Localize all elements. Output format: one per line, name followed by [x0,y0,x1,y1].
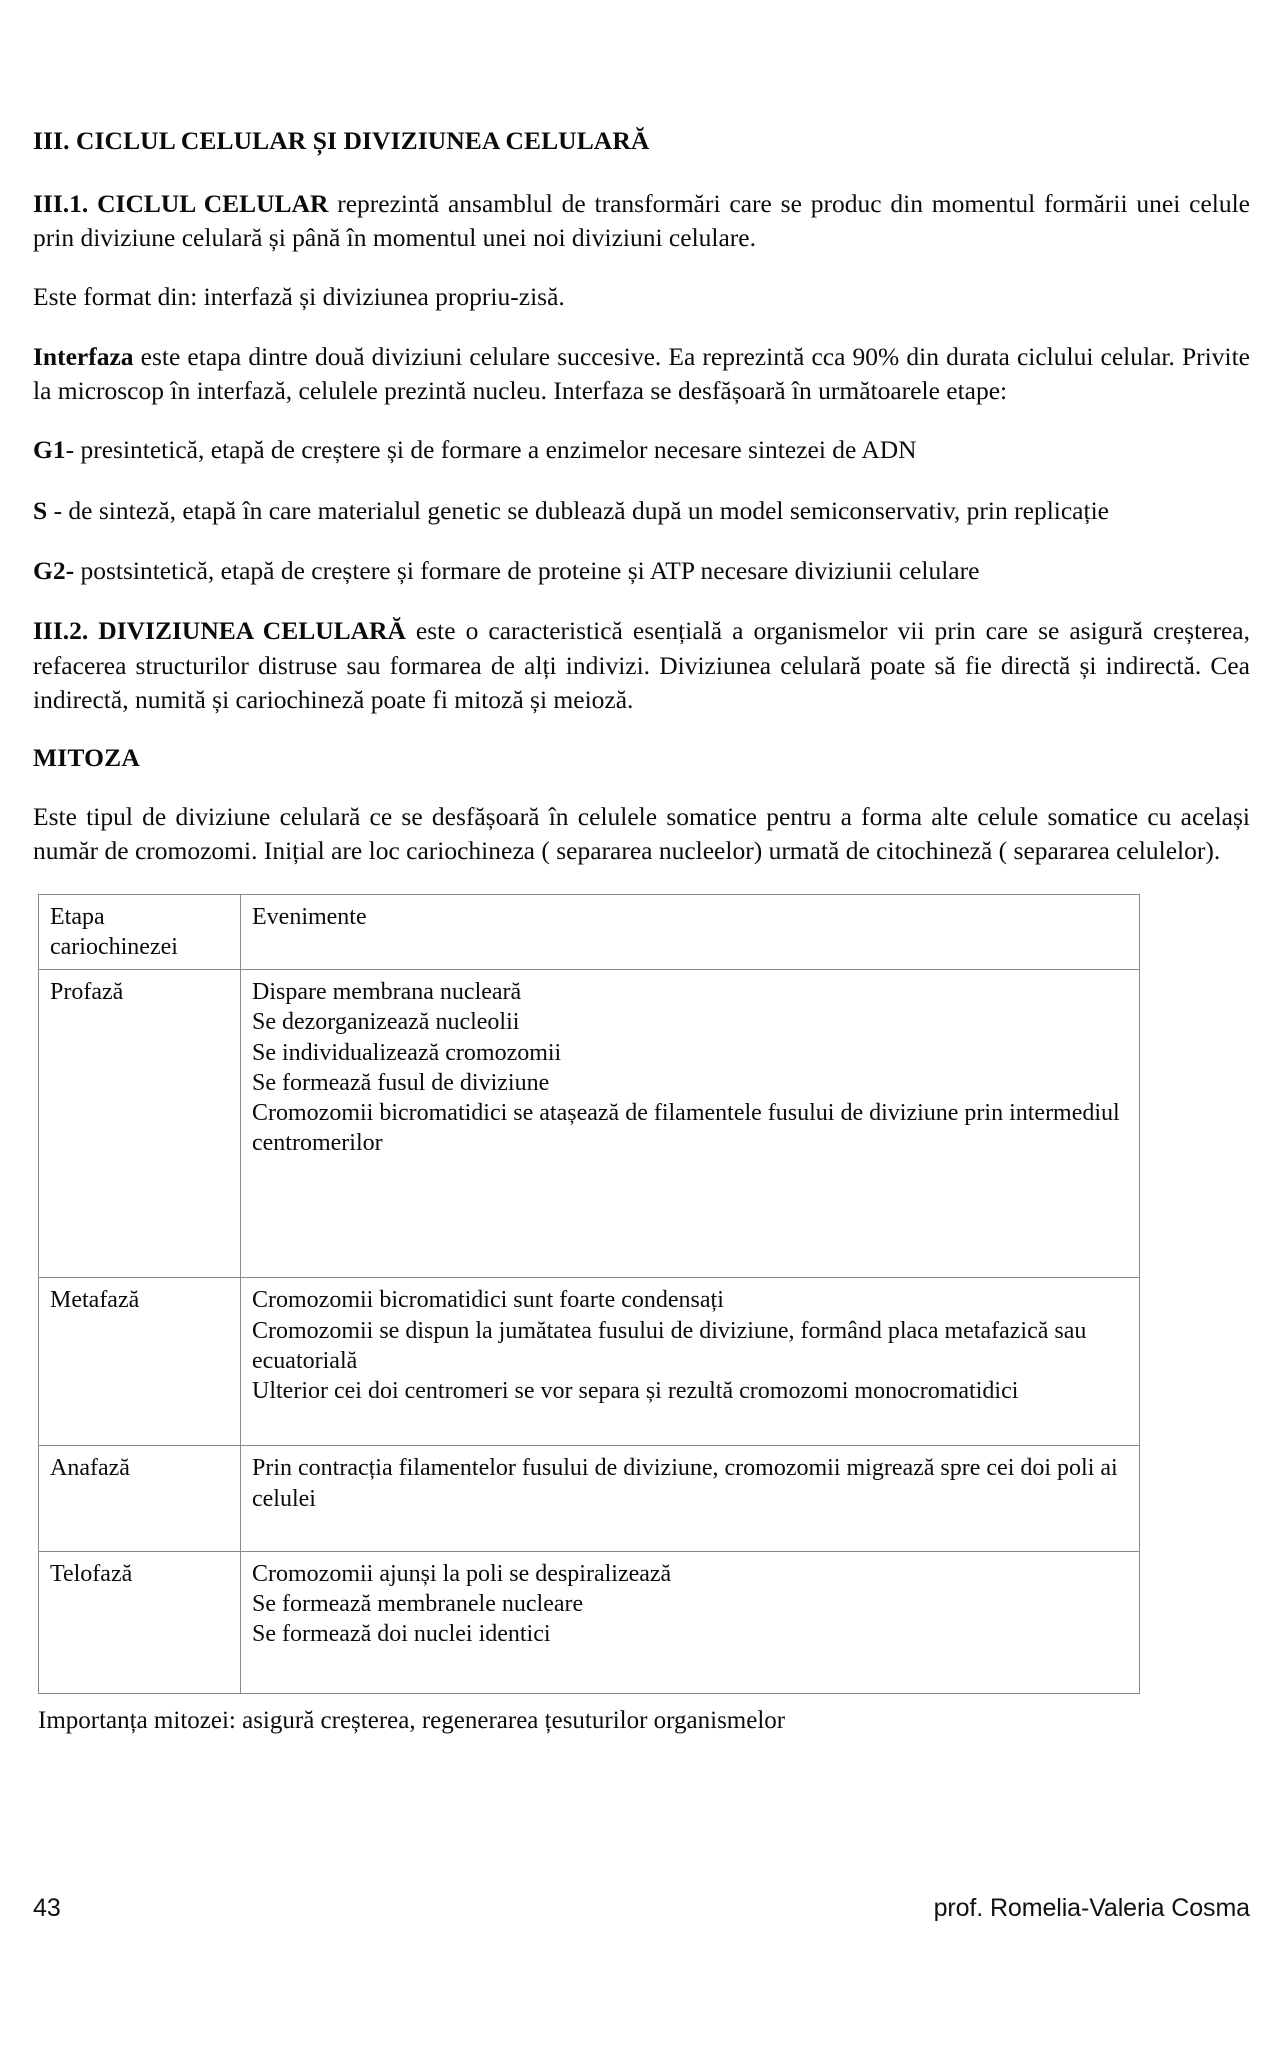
event-line: Cromozomii se dispun la jumătatea fusului de diviziune, formând placa metafazică sau ecuatorială [252,1317,1087,1374]
row-spacer [252,1514,1129,1544]
label-ciclul-celular: III.1. CICLUL CELULAR [33,188,329,218]
paragraph-diviziunea-celulara-text: este o caracteristică esențială a organismelor vii prin care se asigură creșterea, refacerea structurilor distruse sau formarea de alți indivizi. Diviziunea celulară poate să fie directă și indirectă. Cea indirectă, numită și cariochineză poate fi mitoză și meioză. [33,616,1250,714]
table-cell-stage-anafaza: Anafază [39,1446,241,1551]
list-item-s [33,494,1250,528]
table-cell-events-telofaza [241,1551,1140,1693]
paragraph-cell-cycle-definition [33,187,1250,256]
table-header-events: Evenimente [241,894,1140,969]
row-spacer [252,1406,1129,1438]
list-item-s-text: - de sinteză, etapă în care materialul genetic se dublează după un model semiconservativ, prin replicație [47,495,1109,525]
event-line: Se formează doi nuclei identici [252,1621,551,1648]
subsection-title-mitoza: MITOZA [33,743,140,773]
paragraph-composition: Este format din: interfază și diviziunea propriu-zisă. [33,282,565,312]
row-spacer [252,1158,1129,1270]
label-g2: G2- [33,555,75,585]
table-cell-events-profaza [241,970,1140,1278]
table-row [39,970,1140,1278]
label-s: S [33,495,48,525]
document-body [33,125,1250,1737]
paragraph-interfaza-text: este etapa dintre două diviziuni celulare succesive. Ea reprezintă cca 90% din durata ciclului celular. Privite la microscop în interfază, celulele prezintă nucleu. Interfaza se desfășoară în următoarele etape: [33,341,1250,406]
event-line: Se individualizează cromozomii [252,1039,562,1066]
table-cell-events-anafaza [241,1446,1140,1551]
footer-page-number: 43 [33,1893,61,1922]
table-header-row [39,894,1140,969]
event-line: Se dezorganizează nucleolii [252,1009,520,1036]
table-row [39,1551,1140,1693]
label-interfaza: Interfaza [33,341,134,371]
label-g1: G1 [33,435,66,465]
table-header-stage-line2: cariochinezei [50,933,178,960]
list-item-g1 [33,433,1250,467]
event-line: Cromozomii bicromatidici se atașează de filamentele fusului de diviziune prin intermediul centromerilor [252,1100,1120,1157]
table-row [39,1278,1140,1446]
list-item-g2-text: postsintetică, etapă de creștere și formare de proteine și ATP necesare diviziunii celulare [74,555,980,585]
event-line: Ulterior cei doi centromeri se vor separa și rezultă cromozomi monocromatidici [252,1378,1019,1405]
note-importanta-mitozei: Importanța mitozei: asigură creșterea, regenerarea țesuturilor organismelor [38,1706,786,1734]
event-line: Prin contracția filamentelor fusului de diviziune, cromozomii migrează spre cei doi poli ai celulei [252,1455,1118,1512]
table-row [39,1446,1140,1551]
page-footer [33,1888,1250,1928]
paragraph-interfaza [33,340,1250,409]
event-line: Se formează fusul de diviziune [252,1069,550,1096]
event-line: Se formează membranele nucleare [252,1591,584,1618]
table-cell-stage-profaza: Profază [39,970,241,1278]
mitosis-phases-table [38,894,1140,1694]
event-line: Dispare membrana nucleară [252,979,522,1006]
list-item-g2 [33,554,1250,588]
table-cell-stage-metafaza: Metafază [39,1278,241,1446]
table-cell-events-metafaza [241,1278,1140,1446]
event-line: Cromozomii bicromatidici sunt foarte condensați [252,1287,724,1314]
label-diviziunea-celulara: III.2. DIVIZIUNEA CELULARĂ [33,616,406,646]
event-line: Cromozomii ajunși la poli se despiralizează [252,1560,672,1587]
table-header-stage-line1: Etapa [50,903,105,930]
paragraph-diviziunea-celulara [33,614,1250,717]
page-title: III. CICLUL CELULAR ȘI DIVIZIUNEA CELULARĂ [33,126,650,155]
footer-author: prof. Romelia-Valeria Cosma [933,1893,1250,1922]
row-spacer [252,1650,1129,1686]
table-header-stage [39,894,241,969]
paragraph-cell-cycle-definition-text: reprezintă ansamblul de transformări care se produc din momentul formării unei celule prin diviziune celulară și până în momentul unei noi diviziuni celulare. [33,188,1250,253]
paragraph-mitoza-description: Este tipul de diviziune celulară ce se desfășoară în celulele somatice pentru a forma alte celule somatice cu același număr de cromozomi. Inițial are loc cariochineza ( separarea nucleelor) urmată de citochineză ( separarea celulelor). [33,802,1250,866]
list-item-g1-text: - presintetică, etapă de creștere și de formare a enzimelor necesare sintezei de ADN [65,435,917,465]
table-cell-stage-telofaza: Telofază [39,1551,241,1693]
